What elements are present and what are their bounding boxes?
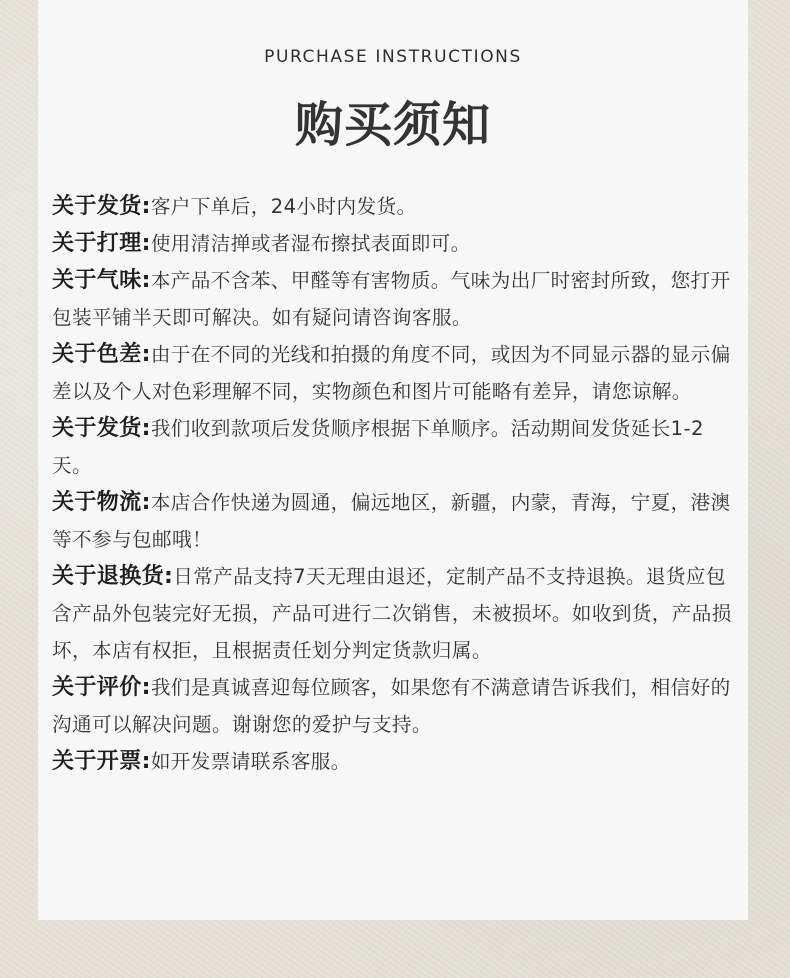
instruction-label: 关于物流: <box>52 490 151 515</box>
instruction-item-odor <box>52 262 736 336</box>
purchase-instructions-card <box>38 0 748 920</box>
instruction-item-shipping <box>52 188 736 225</box>
instruction-item-logistics <box>52 484 736 558</box>
instruction-text: 我们是真诚喜迎每位顾客，如果您有不满意请告诉我们，相信好的沟通可以解决问题。谢谢您的爱护与支持。 <box>52 676 731 736</box>
instruction-label: 关于色差: <box>52 342 151 367</box>
instruction-item-color-difference <box>52 336 736 410</box>
instruction-item-returns <box>52 558 736 669</box>
instruction-text: 我们收到款项后发货顺序根据下单顺序。活动期间发货延长1-2天。 <box>52 417 704 477</box>
instruction-label: 关于评价: <box>52 675 151 700</box>
instruction-text: 客户下单后，24小时内发货。 <box>150 195 417 218</box>
instruction-item-shipping-order <box>52 410 736 484</box>
instruction-label: 关于打理: <box>52 231 151 256</box>
instruction-label: 关于退换货: <box>52 564 174 589</box>
subtitle: PURCHASE INSTRUCTIONS <box>264 47 522 67</box>
instruction-list <box>52 188 736 780</box>
instruction-text: 日常产品支持7天无理由退还，定制产品不支持退换。退货应包含产品外包装完好无损，产品可进行二次销售，未被损坏。如收到货，产品损坏，本店有权拒，且根据责任划分判定货款归属。 <box>52 565 732 662</box>
instruction-label: 关于发货: <box>52 416 151 441</box>
instruction-label: 关于气味: <box>52 268 151 293</box>
page-title: 购买须知 <box>294 97 491 153</box>
instruction-item-invoice <box>52 743 736 780</box>
instruction-item-reviews <box>52 669 736 743</box>
instruction-item-care <box>52 225 736 262</box>
instruction-text: 使用清洁掸或者湿布擦拭表面即可。 <box>150 232 471 255</box>
instruction-text: 本店合作快递为圆通，偏远地区，新疆，内蒙，青海，宁夏，港澳等不参与包邮哦！ <box>52 491 731 551</box>
instruction-label: 关于发货: <box>52 194 151 219</box>
instruction-text: 由于在不同的光线和拍摄的角度不同，或因为不同显示器的显示偏差以及个人对色彩理解不同，实物颜色和图片可能略有差异，请您谅解。 <box>52 343 731 403</box>
instruction-text: 本产品不含苯、甲醛等有害物质。气味为出厂时密封所致，您打开包装平铺半天即可解决。如有疑问请咨询客服。 <box>52 269 731 329</box>
instruction-text: 如开发票请联系客服。 <box>150 750 351 773</box>
instruction-label: 关于开票: <box>52 749 151 774</box>
